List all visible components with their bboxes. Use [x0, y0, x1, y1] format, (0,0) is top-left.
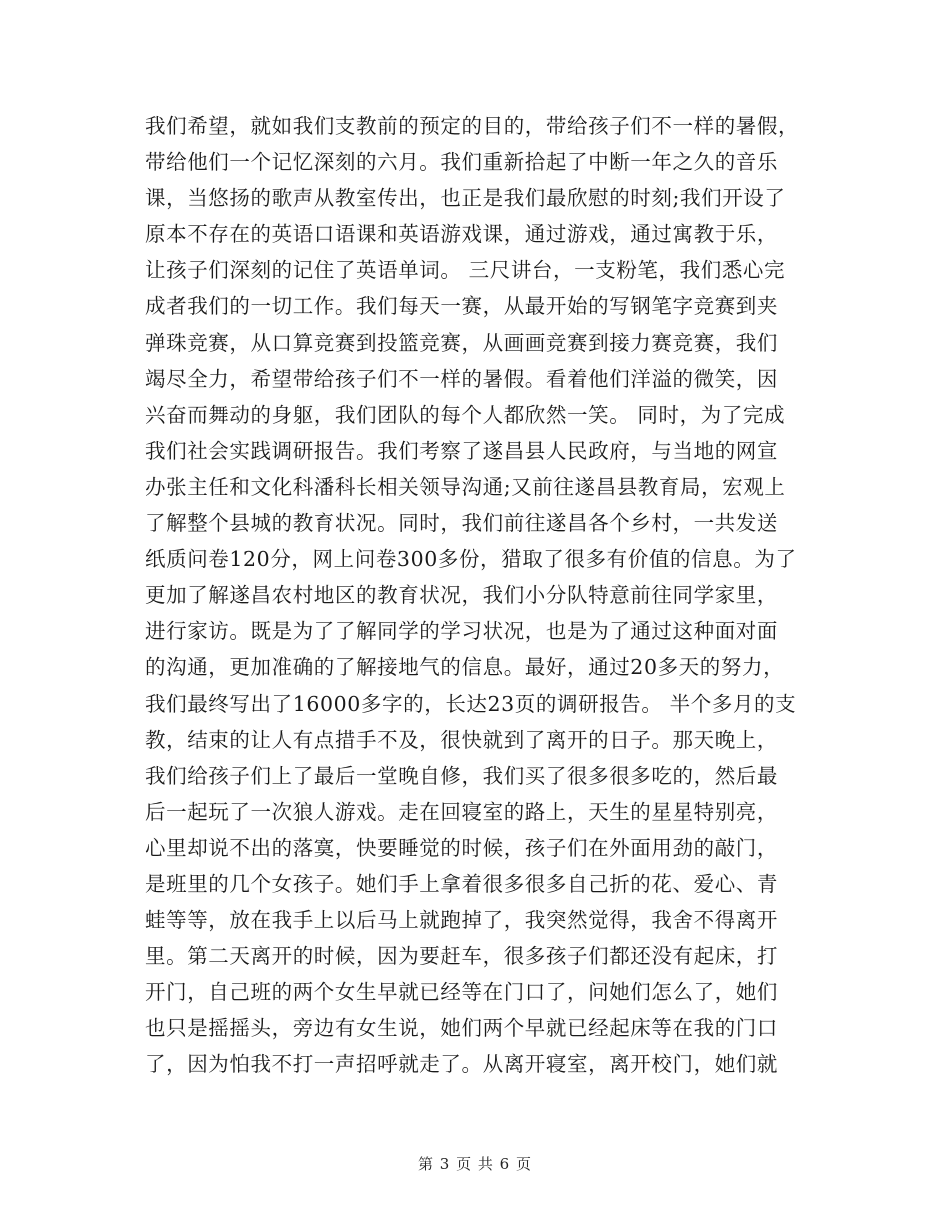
text-line: 教，结束的让人有点措手不及，很快就到了离开的日子。那天晚上， — [145, 727, 778, 752]
text-line: 的沟通，更加准确的了解接地气的信息。最好，通过20多天的努力， — [145, 655, 785, 680]
text-line: 兴奋而舞动的身躯，我们团队的每个人都欣然一笑。 同时，为了完成 — [145, 402, 786, 427]
text-line: 也只是摇摇头，旁边有女生说，她们两个早就已经起床等在我的门口 — [145, 1016, 778, 1041]
text-line: 开门，自己班的两个女生早就已经等在门口了，问她们怎么了，她们 — [145, 980, 778, 1005]
text-line: 纸质问卷120分，网上问卷300多份，猎取了很多有价值的信息。为了 — [145, 547, 797, 572]
text-line: 竭尽全力，希望带给孩子们不一样的暑假。看着他们洋溢的微笑，因 — [145, 366, 778, 391]
text-line: 让孩子们深刻的记住了英语单词。 三尺讲台，一支粉笔，我们悉心完 — [145, 258, 786, 283]
text-line: 是班里的几个女孩子。她们手上拿着很多很多自己折的花、爱心、青 — [145, 871, 778, 896]
text-line: 弹珠竞赛，从口算竞赛到投篮竞赛，从画画竞赛到接力赛竞赛，我们 — [145, 330, 778, 355]
page-number-footer: 第 3 页 共 6 页 — [418, 1155, 532, 1173]
text-line: 了解整个县城的教育状况。同时，我们前往遂昌各个乡村，一共发送 — [145, 511, 778, 536]
body-text — [145, 108, 825, 1083]
text-line: 办张主任和文化科潘科长相关领导沟通;又前往遂昌县教育局，宏观上 — [145, 474, 786, 499]
text-line: 成者我们的一切工作。我们每天一赛，从最开始的写钢笔字竞赛到夹 — [145, 294, 778, 319]
text-line: 了，因为怕我不打一声招呼就走了。从离开寝室，离开校门，她们就 — [145, 1052, 778, 1077]
text-line: 我们社会实践调研报告。我们考察了遂昌县人民政府，与当地的网宣 — [145, 438, 778, 463]
text-line: 心里却说不出的落寞，快要睡觉的时候，孩子们在外面用劲的敲门， — [145, 835, 778, 860]
text-line: 后一起玩了一次狼人游戏。走在回寝室的路上，天生的星星特别亮， — [145, 799, 778, 824]
text-line: 进行家访。既是为了了解同学的学习状况，也是为了通过这种面对面 — [145, 619, 778, 644]
text-line: 蛙等等，放在我手上以后马上就跑掉了，我突然觉得，我舍不得离开 — [145, 908, 778, 933]
text-line: 我们希望，就如我们支教前的预定的目的，带给孩子们不一样的暑假， — [145, 114, 800, 138]
text-line: 原本不存在的英语口语课和英语游戏课，通过游戏，通过寓教于乐， — [145, 222, 778, 247]
text-line: 我们最终写出了16000多字的，长达23页的调研报告。 半个多月的支 — [145, 691, 797, 716]
text-line: 带给他们一个记忆深刻的六月。我们重新拾起了中断一年之久的音乐 — [145, 150, 778, 175]
text-line: 课，当悠扬的歌声从教室传出，也正是我们最欣慰的时刻;我们开设了 — [145, 186, 786, 211]
text-line: 我们给孩子们上了最后一堂晚自修，我们买了很多很多吃的，然后最 — [145, 763, 778, 788]
text-line: 更加了解遂昌农村地区的教育状况，我们小分队特意前往同学家里， — [145, 583, 778, 608]
text-line: 里。第二天离开的时候，因为要赶车，很多孩子们都还没有起床，打 — [145, 944, 778, 969]
